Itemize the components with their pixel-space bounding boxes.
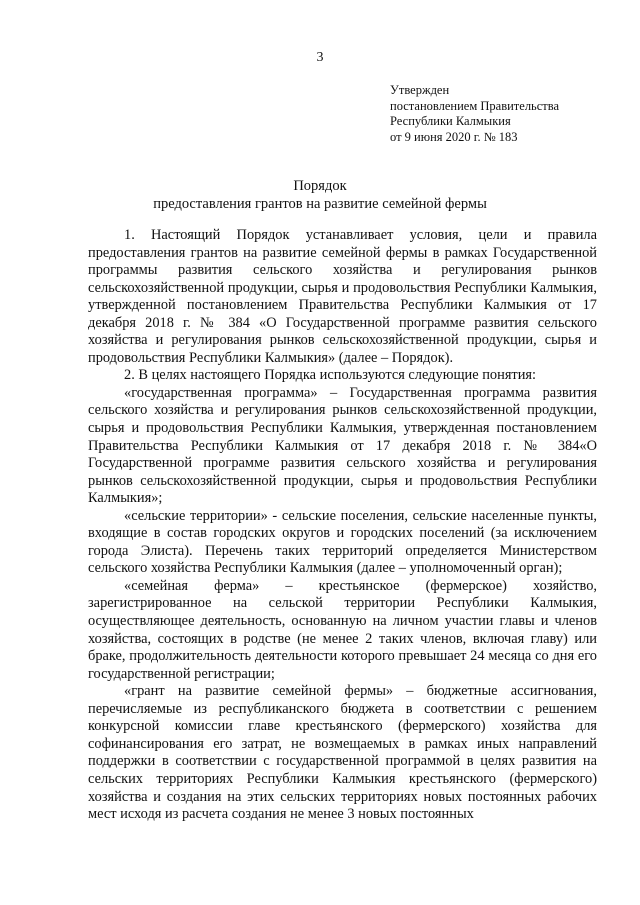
document-title [0,177,640,213]
paragraph: «государственная программа» – Государственная программа развития сельского хозяйства и регулирования рынков сельскохозяйственной продукции, сырья и продовольствия Республики Калмыкия, утвержденная постановлением Правительства Республики Калмыкия от 17 декабря 2018 г. № 384«О Государственной программе развития сельского хозяйства и регулирования рынков сельскохозяйственной продукции, сырья и продовольствия Республики Калмыкия»; [88,384,597,507]
approval-line: постановлением Правительства [390,98,560,113]
approval-block [390,83,620,145]
approval-line: Республики Калмыкия [390,114,511,128]
page-number: 3 [316,50,324,65]
paragraph: 1. Настоящий Порядок устанавливает условия, цели и правила предоставления грантов на развитие семейной фермы в рамках Государственной программы развития сельского хозяйства и регулирования рынков сельскохозяйственной продукции, сырья и продовольствия Республики Калмыкия, утвержденной постановлением Правительства Республики Калмыкия от 17 декабря 2018 г. № 384 «О Государственной программе развития сельского хозяйства и регулирования рынков сельскохозяйственной продукции, сырья и продовольствия Республики Калмыкия» (далее – Порядок). [88,227,597,366]
title-heading: Порядок [293,178,347,194]
paragraph: 2. В целях настоящего Порядка используются следующие понятия: [124,367,537,384]
approval-line: Утвержден [390,83,450,97]
approval-line: от 9 июня 2020 г. № 183 [390,129,518,144]
paragraph: «сельские территории» - сельские поселения, сельские населенные пункты, входящие в состав городских округов и городских поселений (за исключением города Элиста). Перечень таких территорий определяется Министерством сельского хозяйства Республики Калмыкия (далее – уполномоченный орган); [88,507,597,577]
paragraph: «семейная ферма» – крестьянское (фермерское) хозяйство, зарегистрированное на сельской территории Республики Калмыкия, осуществляющее деятельность, основанную на личном участии главы и членов хозяйства, состоящих в родстве (не менее 2 таких членов, включая главу) или браке, продолжительность деятельности которого превышает 24 месяца со дня его государственной регистрации; [88,577,597,682]
title-subheading: предоставления грантов на развитие семейной фермы [153,196,487,212]
paragraph: «грант на развитие семейной фермы» – бюджетные ассигнования, перечисляемые из республиканского бюджета в соответствии с решением конкурсной комиссии главе крестьянского (фермерского) хозяйства для софинансирования его затрат, не возмещаемых в рамках иных направлений поддержки в соответствии с государственной программой в целях развития на сельских территориях Республики Калмыкия крестьянского (фермерского) хозяйства и создания на этих сельских территориях новых постоянных рабочих мест исходя из расчета создания не менее 3 новых постоянных [88,683,597,823]
document-body [88,227,597,824]
